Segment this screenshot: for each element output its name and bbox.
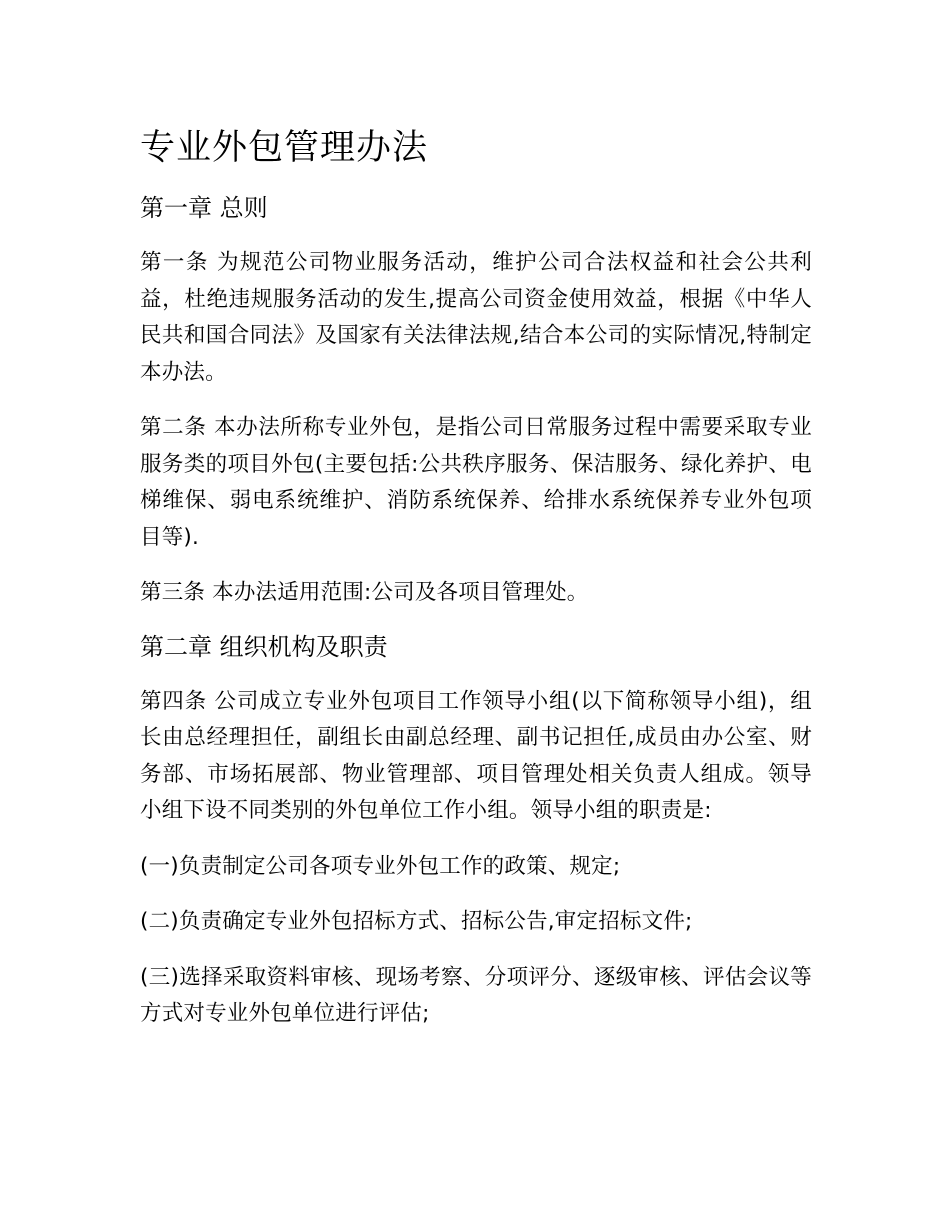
- duty-item-3: (三)选择采取资料审核、现场考察、分项评分、逐级审核、评估会议等方式对专业外包单位进行评估;: [140, 964, 812, 1026]
- chapter-heading-1: 第一章 总则: [140, 194, 268, 222]
- article-2: 第二条 本办法所称专业外包，是指公司日常服务过程中需要采取专业服务类的项目外包(主要包括:公共秩序服务、保洁服务、绿化养护、电梯维保、弱电系统维护、消防系统保养、给排水系统保养专业外包项目等).: [140, 415, 812, 550]
- document-title: 专业外包管理办法: [140, 128, 429, 168]
- duty-item-2: (二)负责确定专业外包招标方式、招标公告,审定招标文件;: [140, 909, 693, 934]
- document-body: [140, 125, 812, 1052]
- article-1: 第一条 为规范公司物业服务活动，维护公司合法权益和社会公共利益，杜绝违规服务活动的发生,提高公司资金使用效益，根据《中华人民共和国合同法》及国家有关法律法规,结合本公司的实际情况,特制定本办法。: [140, 250, 812, 385]
- article-4: 第四条 公司成立专业外包项目工作领导小组(以下简称领导小组)，组长由总经理担任，副组长由副总经理、副书记担任,成员由办公室、财务部、市场拓展部、物业管理部、项目管理处相关负责人组成。领导小组下设不同类别的外包单位工作小组。领导小组的职责是:: [140, 688, 812, 823]
- duty-item-1: (一)负责制定公司各项专业外包工作的政策、规定;: [140, 853, 621, 879]
- chapter-heading-2: 第二章 组织机构及职责: [140, 632, 388, 661]
- article-3: 第三条 本办法适用范围:公司及各项目管理处。: [140, 580, 589, 605]
